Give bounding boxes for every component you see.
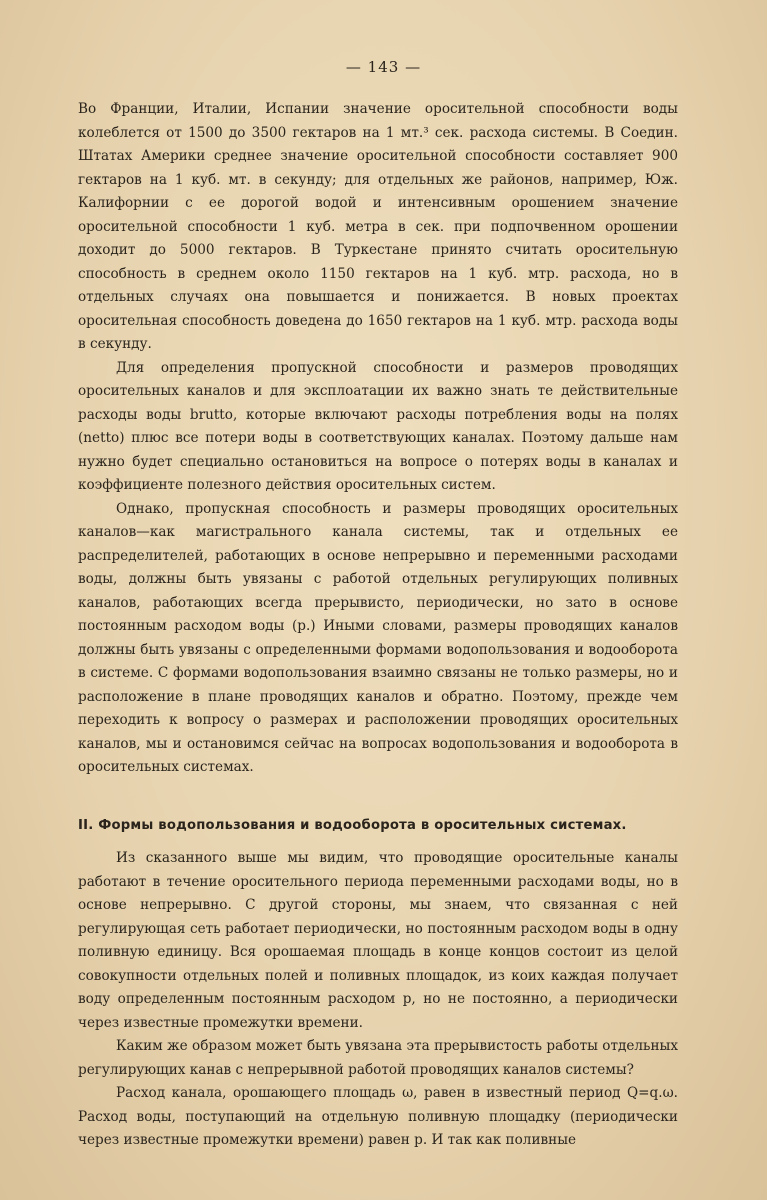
paragraph-canal-sizing: Однако, пропускная способность и размеры проводящих оросительных каналов—как магистрального канала системы, так и отдельных ее распределителей, работающих в основе непрерывно и переменными расходами воды, должны быть увязаны с работой отдельных регулирующих поливных каналов, работающих всегда прерывисто, периодически, но зато в основе постоянным расходом воды (p.) Иными словами, размеры проводящих каналов должны быть увязаны с определенными формами водопользования и водооборота в системе. С формами водопользования взаимно связаны не только размеры, но и расположение в плане проводящих каналов и обратно. Поэтому, прежде чем переходить к вопросу о размерах и расположении проводящих оросительных каналов, мы и остановимся сейчас на вопросах водопользования и водооборота в оросительных системах. bbox=[78, 500, 678, 775]
section-heading: II. Формы водопользования и водооборота в оросительных системах. bbox=[78, 817, 627, 833]
paragraph-brutto-discharge: Для определения пропускной способности и размеров проводящих оросительных каналов и для эксплоатации их важно знать те действительные расходы воды brutto, которые включают расходы потребления воды на полях (netto) плюс все потери воды в соответствующих каналах. Поэтому дальше нам нужно будет специально остановиться на вопросе о потерях воды в каналах и коэффициенте полезного действия оросительных систем. bbox=[78, 359, 678, 493]
paragraph-question: Каким же образом может быть увязана эта прерывистость работы отдельных регулирующих канав с непрерывной работой проводящих каналов системы? bbox=[78, 1038, 678, 1078]
page-number: — 143 — bbox=[345, 58, 422, 76]
paragraph-intermittent-flow: Из сказанного выше мы видим, что проводящие оросительные каналы работают в течение оросительного периода переменными расходами воды, но в основе непрерывно. С другой стороны, мы знаем, что связанная с ней регулирующая сеть работает периодически, но постоянным расходом воды в одну поливную единицу. Вся орошаемая площадь в конце концов состоит из целой совокупности отдельных полей и поливных площадок, из коих каждая получает воду определенным постоянным расходом p, но не постоянно, а периодически через известные промежутки времени. bbox=[78, 850, 678, 1031]
page-body bbox=[78, 98, 678, 1153]
paragraph-discharge-formula: Расход канала, орошающего площадь ω, равен в известный период Q=q.ω. Расход воды, поступающий на отдельную поливную площадку (периодически через известные промежутки времени) равен p. И так как поливные bbox=[78, 1085, 678, 1148]
paragraph-irrigation-capacity: Во Франции, Италии, Испании значение оросительной способности воды колеблется от 1500 до 3500 гектаров на 1 мт.³ сек. расхода системы. В Соедин. Штатах Америки среднее значение оросительной способности составляет 900 гектаров на 1 куб. мт. в секунду; для отдельных же районов, например, Юж. Калифорнии с ее дорогой водой и интенсивным орошением значение оросительной способности 1 куб. метра в сек. при подпочвенном орошении доходит до 5000 гектаров. В Туркестане принято считать оросительную способность в среднем около 1150 гектаров на 1 куб. мтр. расхода, но в отдельных случаях она повышается и понижается. В новых проектах оросительная способность доведена до 1650 гектаров на 1 куб. мтр. расхода воды в секунду. bbox=[78, 101, 678, 352]
